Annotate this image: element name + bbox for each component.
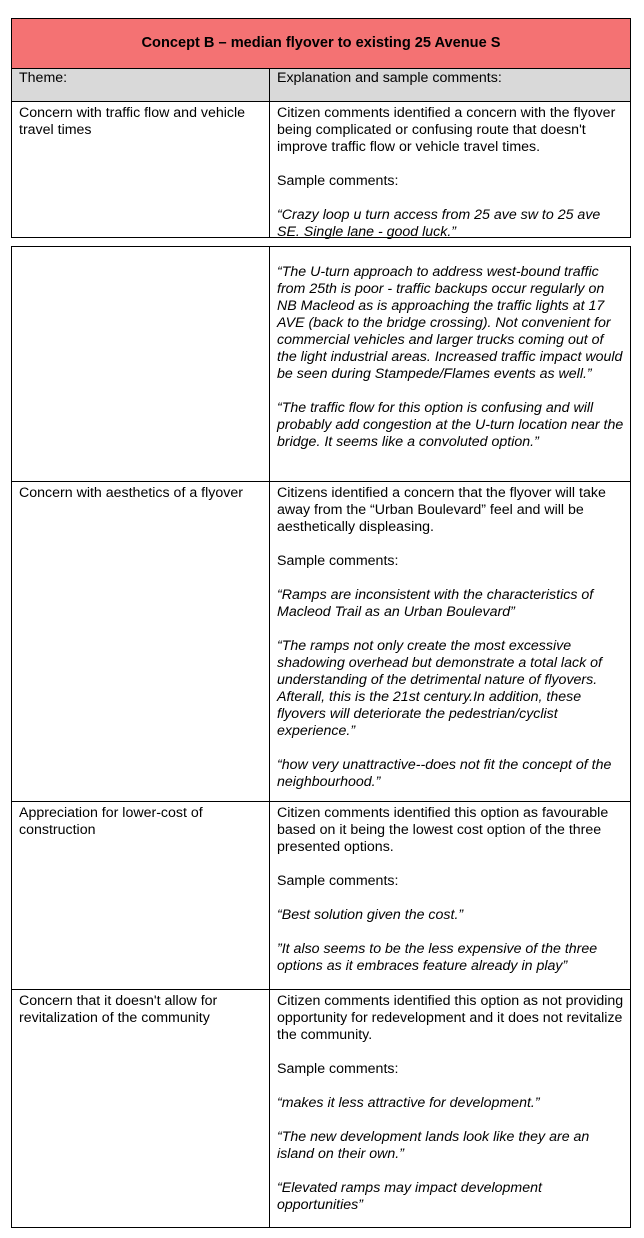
sample-comments-label: Sample comments: (277, 173, 399, 189)
explanation-text: Citizen comments identified this option as not providing opportunity for redevelopment and it does not revitalize the community. (277, 993, 624, 1043)
sample-comment: ”It also seems to be the less expensive of the three options as it embraces feature already in play” (277, 941, 598, 974)
sample-comments-label: Sample comments: (277, 873, 399, 889)
sample-comments-label: Sample comments: (277, 1061, 399, 1077)
explanation-cell (270, 802, 630, 989)
table-title: Concept B – median flyover to existing 25 Avenue S (12, 19, 630, 69)
explanation-cell (270, 102, 630, 238)
comments-table-part-2 (11, 246, 631, 1228)
theme-column-header: Theme: (12, 69, 270, 101)
sample-comment: “Elevated ramps may impact development opportunities” (277, 1180, 542, 1213)
table-row (12, 102, 630, 238)
sample-comment: “how very unattractive--does not fit the concept of the neighbourhood.” (277, 757, 612, 790)
explanation-text: Citizens identified a concern that the flyover will take away from the “Urban Boulevard” feel and will be aesthetically displeasing. (277, 485, 606, 535)
theme-cell (12, 247, 270, 481)
sample-comment: “The U-turn approach to address west-bound traffic from 25th is poor - traffic backups occur regularly on NB Macleod as is approaching the traffic lights at 17 AVE (back to the bridge crossing). Not convenient for commercial vehicles and larger trucks coming out of the light industrial areas. Increased traffic impact would be seen during Stampede/Flames events as well.” (277, 264, 623, 382)
sample-comment: “Crazy loop u turn access from 25 ave sw to 25 ave SE. Single lane - good luck.” (277, 207, 601, 240)
comments-table-part-1 (11, 18, 631, 238)
explanation-cell (270, 247, 630, 481)
explanation-text: Citizen comments identified this option as favourable based on it being the lowest cost option of the three presented options. (277, 805, 609, 855)
sample-comment: “Ramps are inconsistent with the characteristics of Macleod Trail as an Urban Boulevard” (277, 587, 594, 620)
sample-comments-label: Sample comments: (277, 553, 399, 569)
sample-comment: “makes it less attractive for development.” (277, 1095, 540, 1111)
table-row (12, 482, 630, 802)
sample-comment: “The new development lands look like they are an island on their own.” (277, 1129, 590, 1162)
theme-cell: Concern with aesthetics of a flyover (12, 482, 270, 801)
sample-comment: “The ramps not only create the most excessive shadowing overhead but demonstrate a total lack of understanding of the detrimental nature of flyovers. Afterall, this is the 21st century.In addition, these flyovers will deteriorate the pedestrian/cyclist experience.” (277, 638, 602, 739)
table-row (12, 990, 630, 1227)
sample-comment: “Best solution given the cost.” (277, 907, 464, 923)
table-row (12, 802, 630, 990)
table-header-row (12, 69, 630, 102)
theme-cell: Concern with traffic flow and vehicle travel times (12, 102, 270, 238)
explanation-text: Citizen comments identified a concern with the flyover being complicated or confusing route that doesn't improve traffic flow or vehicle travel times. (277, 105, 616, 155)
theme-cell: Appreciation for lower-cost of construction (12, 802, 270, 989)
theme-cell: Concern that it doesn't allow for revitalization of the community (12, 990, 270, 1227)
explanation-column-header: Explanation and sample comments: (277, 70, 502, 86)
sample-comment: “The traffic flow for this option is confusing and will probably add congestion at the U-turn location near the bridge. It seems like a convoluted option.” (277, 400, 624, 450)
table-row (12, 247, 630, 482)
explanation-cell (270, 990, 630, 1227)
explanation-cell (270, 482, 630, 801)
